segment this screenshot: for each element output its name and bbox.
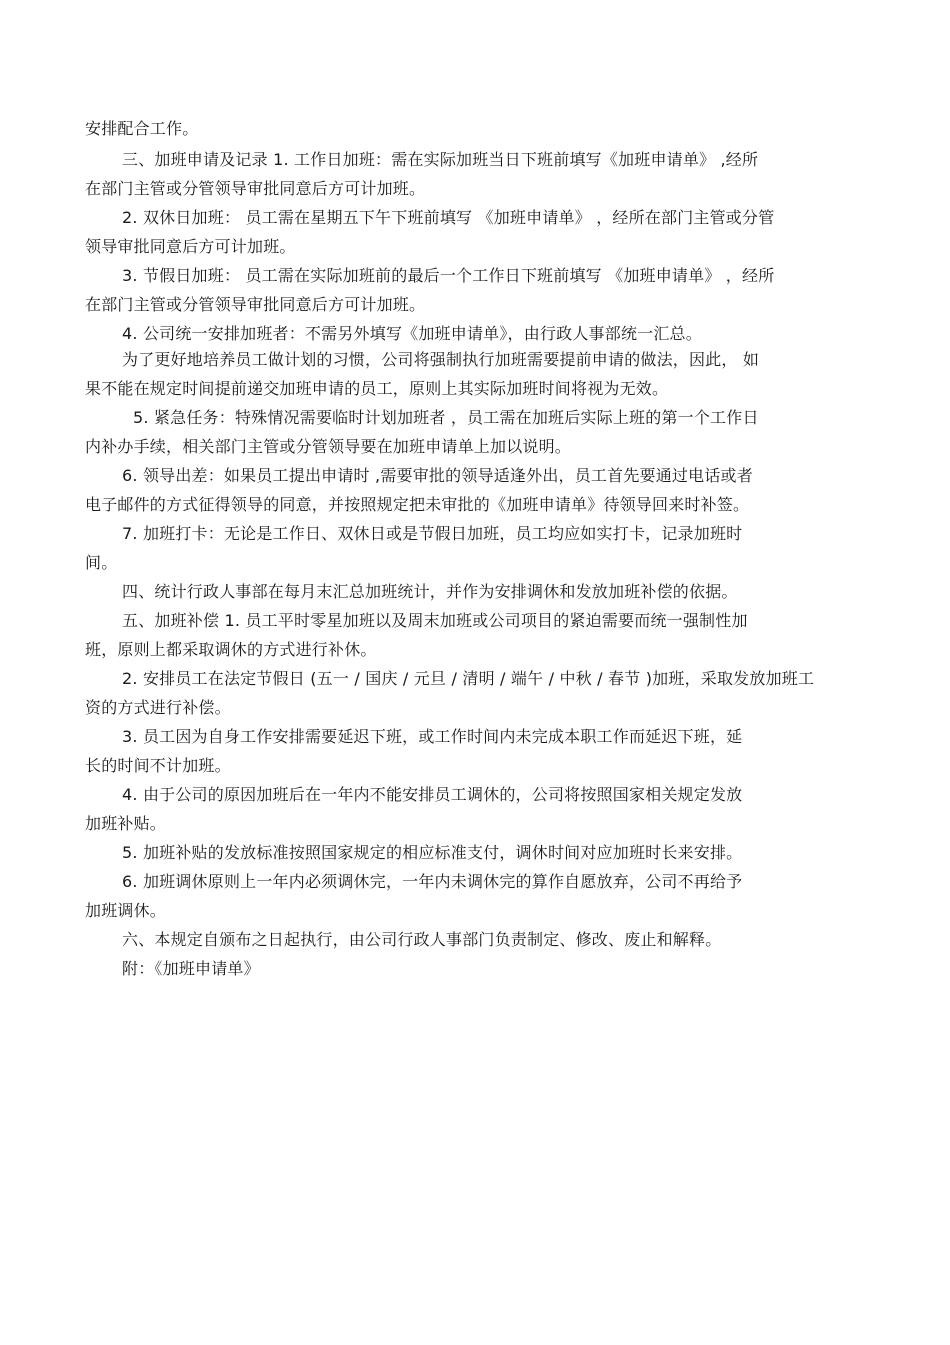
text-line: 长的时间不计加班。 — [85, 756, 231, 775]
text-line: 间。 — [85, 553, 118, 572]
text-line: 果不能在规定时间提前递交加班申请的员工，原则上其实际加班时间将视为无效。 — [85, 379, 669, 398]
text-line: 3. 节假日加班： 员工需在实际加班前的最后一个工作日下班前填写 《加班申请单》 ，经所 — [122, 266, 775, 285]
text-line: 班，原则上都采取调休的方式进行补休。 — [85, 640, 377, 659]
text-line: 5. 加班补贴的发放标准按照国家规定的相应标准支付，调休时间对应加班时长来安排。 — [122, 843, 743, 862]
text-line: 2. 双休日加班： 员工需在星期五下午下班前填写 《加班申请单》 ，经所在部门主管或分管 — [122, 208, 775, 227]
text-line: 2. 安排员工在法定节假日 (五一 / 国庆 / 元旦 / 清明 / 端午 / 中秋 / 春节 )加班，采取发放加班工 — [122, 669, 815, 688]
text-line: 资的方式进行补偿。 — [85, 698, 231, 717]
text-line: 加班补贴。 — [85, 814, 167, 833]
text-line: 在部门主管或分管领导审批同意后方可计加班。 — [85, 179, 426, 198]
text-line: 为了更好地培养员工做计划的习惯，公司将强制执行加班需要提前申请的做法，因此， 如 — [122, 350, 760, 369]
text-line: 安排配合工作。 — [85, 119, 199, 138]
text-line: 附：《加班申请单》 — [122, 959, 260, 978]
text-line: 4. 公司统一安排加班者：不需另外填写《加班申请单》，由行政人事部统一汇总。 — [122, 324, 702, 343]
text-line: 3. 员工因为自身工作安排需要延迟下班，或工作时间内未完成本职工作而延迟下班，延 — [122, 727, 743, 746]
text-line: 内补办手续，相关部门主管或分管领导要在加班申请单上加以说明。 — [85, 437, 572, 456]
text-line: 4. 由于公司的原因加班后在一年内不能安排员工调休的，公司将按照国家相关规定发放 — [122, 785, 743, 804]
text-line: 6. 领导出差：如果员工提出申请时 ,需要审批的领导适逢外出，员工首先要通过电话或者 — [122, 466, 753, 485]
text-line: 7. 加班打卡：无论是工作日、双休日或是节假日加班，员工均应如实打卡，记录加班时 — [122, 524, 743, 543]
text-line: 5. 紧急任务：特殊情况需要临时计划加班者 ，员工需在加班后实际上班的第一个工作日 — [133, 408, 759, 427]
text-line: 五、加班补偿 1. 员工平时零星加班以及周末加班或公司项目的紧迫需要而统一强制性加 — [122, 611, 748, 630]
text-line: 领导审批同意后方可计加班。 — [85, 237, 296, 256]
text-line: 电子邮件的方式征得领导的同意，并按照规定把未审批的《加班申请单》待领导回来时补签。 — [85, 495, 750, 514]
text-line: 加班调休。 — [85, 901, 167, 920]
text-line: 6. 加班调休原则上一年内必须调休完，一年内未调休完的算作自愿放弃，公司不再给予 — [122, 872, 743, 891]
text-line: 在部门主管或分管领导审批同意后方可计加班。 — [85, 295, 426, 314]
text-line: 三、加班申请及记录 1. 工作日加班：需在实际加班当日下班前填写《加班申请单》 ,经所 — [122, 150, 759, 169]
text-line: 四、统计行政人事部在每月末汇总加班统计，并作为安排调休和发放加班补偿的依据。 — [122, 582, 738, 601]
text-line: 六、本规定自颁布之日起执行，由公司行政人事部门负责制定、修改、废止和解释。 — [122, 930, 722, 949]
